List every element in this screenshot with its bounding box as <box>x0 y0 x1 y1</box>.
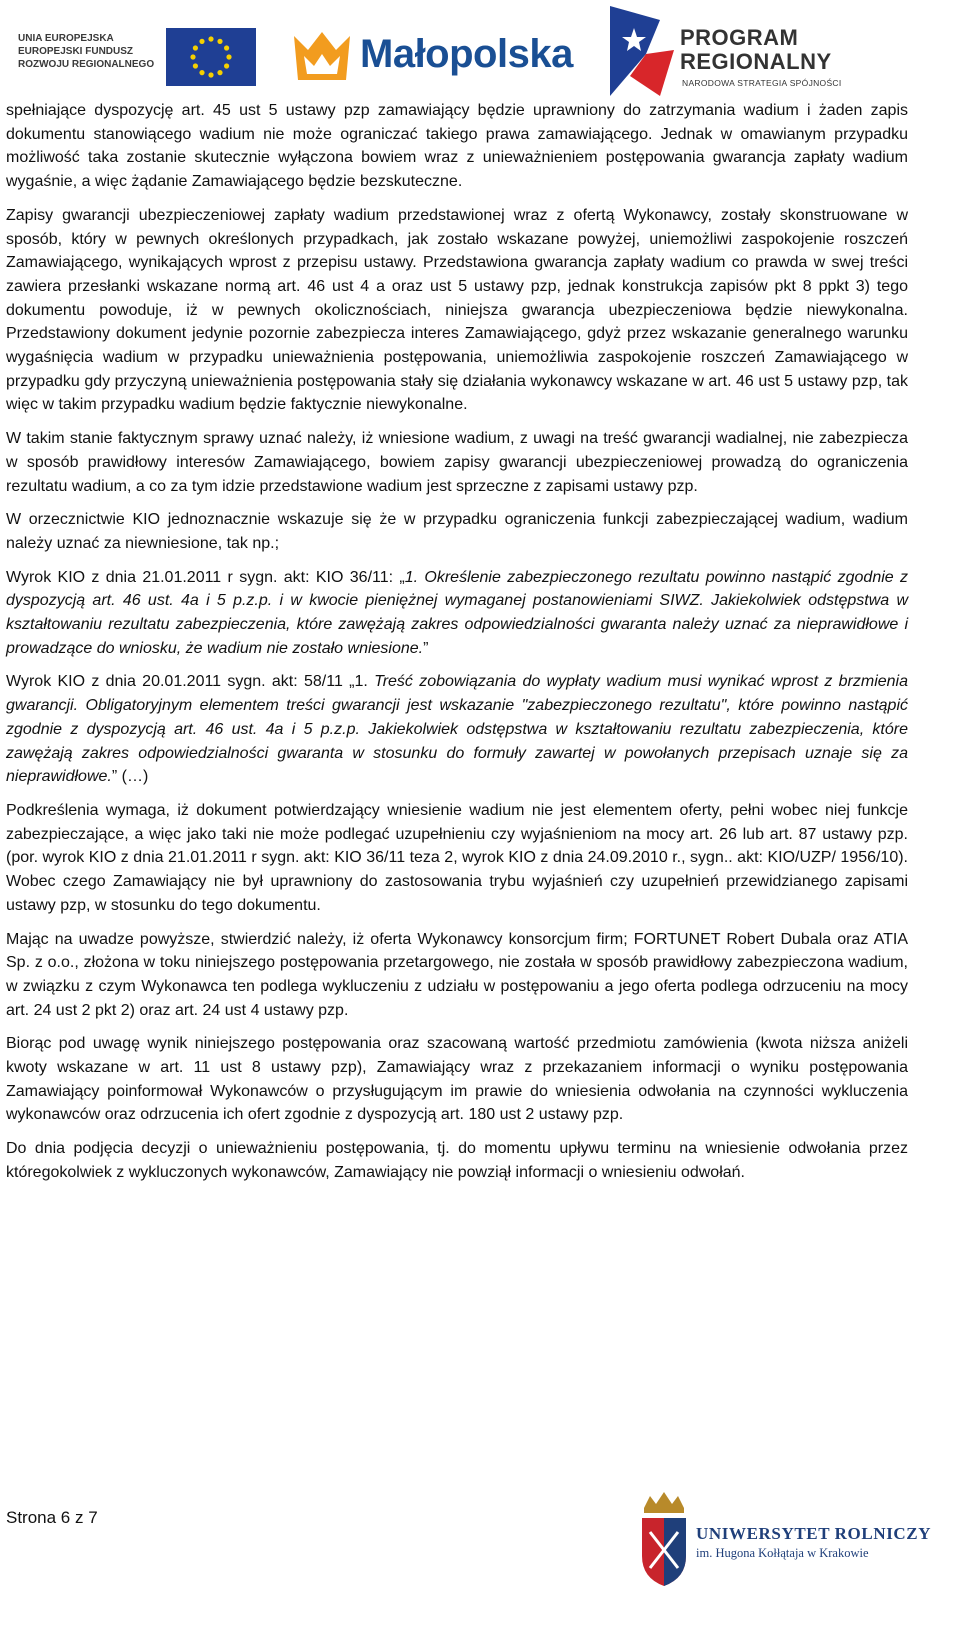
program-logo-line1: PROGRAM <box>680 25 799 50</box>
page-header <box>0 0 960 100</box>
ruling-quote-2 <box>6 670 908 789</box>
ruling-2-citation: Wyrok KIO z dnia 20.01.2011 sygn. akt: 58/11 „1. <box>6 673 375 691</box>
paragraph-8: Mając na uwadze powyższe, stwierdzić należy, iż oferta Wykonawcy konsorcjum firm; FORTUNET Robert Dubala oraz ATIA Sp. z o.o., złożona w toku niniejszego postępowania przetargowego, nie została w sposób prawidłowy zabezpieczona wadium, w związku z czym Wykonawca ten podlega wykluczeniu z udziału w postępowaniu a jego oferta podlega odrzuceniu na mocy art. 24 ust 2 pkt 2) oraz art. 24 ust 4 ustawy pzp. <box>6 930 908 1019</box>
malopolska-logo-text: Małopolska <box>360 32 573 76</box>
program-logo-line2: REGIONALNY <box>680 49 832 74</box>
eu-logo-line2: EUROPEJSKI FUNDUSZ <box>18 46 134 57</box>
paragraph-9: Biorąc pod uwagę wynik niniejszego postępowania oraz szacowaną wartość przedmiotu zamówienia (kwota niższa aniżeli kwoty wskazane w art. 11 ust 8 ustawy pzp), Zamawiający wraz z przekazaniem informacji o wyniku postępowania Zamawiający poinformował Wykonawców o przysługującym im prawie do wniesienia odwołania na czynności wykluczenia wykonawców oraz odrzucenia ich ofert zgodnie z dyspozycją art. 180 ust 2 ustawy pzp. <box>6 1035 908 1124</box>
malopolska-crown-icon <box>290 26 354 86</box>
eu-flag-icon <box>166 28 256 86</box>
ruling-1-citation: Wyrok KIO z dnia 21.01.2011 r sygn. akt: KIO 36/11: „ <box>6 568 405 586</box>
paragraph-7: Podkreślenia wymaga, iż dokument potwierdzający wniesienie wadium nie jest elementem oferty, pełni wobec niej funkcje zabezpieczające, a więc jako taki nie może podlegać uzupełnieniu czy wyjaśnieniom na mocy art. 26 lub art. 87 ustawy pzp. (por. wyrok KIO z dnia 21.01.2011 r sygn. akt: KIO 36/11 teza 2, wyrok KIO z dnia 24.09.2010 r., sygn.. akt: KIO/UZP/ 1956/10). Wobec czego Zamawiający nie był uprawniony do zastosowania trybu wyjaśnień czy uzupełnień przewidzianego zapisami ustawy pzp, w stosunku do tego dokumentu. <box>6 801 908 914</box>
eu-logo-line1: UNIA EUROPEJSKA <box>18 33 114 44</box>
page-number: Strona 6 z 7 <box>6 1508 98 1527</box>
program-regionalny-logo <box>610 6 910 98</box>
ruling-2-text: Treść zobowiązania do wypłaty wadium musi wynikać wprost z brzmienia gwarancji. Obligatoryjnym elementem treści gwarancji jest wskazanie "zabezpieczonego rezultatu", które powinno nastąpić zgodnie z dyspozycją art. 46 ust. 4a i 5 p.z.p. Jakiekolwiek odstępstwa w kształtowaniu rezultatu zabezpieczenia, które zawężają zakres odpowiedzialności gwaranta w stosunku do formuły zawartej w powołanych przepisach uznaje się za nieprawidłowe. <box>6 673 908 786</box>
program-logo-subtitle: NARODOWA STRATEGIA SPÓJNOŚCI <box>682 78 842 88</box>
paragraph-1: spełniające dyspozycję art. 45 ust 5 ustawy pzp zamawiający będzie uprawniony do zatrzymania wadium i żaden zapis dokumentu stanowiącego wadium nie może ograniczać takiego prawa zamawiającego. Jednak w omawianym przypadku możliwość taka zostanie skutecznie wyłączona bowiem wraz z unieważnieniem postępowania gwarancja zapłaty wadium wygaśnie, a więc żądanie Zamawiającego będzie bezskuteczne. <box>6 102 908 191</box>
university-crest-icon <box>638 1488 690 1588</box>
ruling-1-close: ” <box>423 639 429 657</box>
paragraph-3: W takim stanie faktycznym sprawy uznać należy, iż wniesione wadium, z uwagi na treść gwarancji wadialnej, nie zabezpiecza w sposób prawidłowy interesów Zamawiającego, bowiem zapisy gwarancji ubezpieczeniowej prowadzą do ograniczenia rezultatu wadium, a co za tym idzie przedstawione wadium jest sprzeczne z zapisami ustawy pzp. <box>6 430 908 495</box>
paragraph-2: Zapisy gwarancji ubezpieczeniowej zapłaty wadium przedstawionej wraz z ofertą Wykonawcy, zostały skonstruowane w sposób, który w pewnych określonych przypadkach, jak zostało wskazane powyżej, uniemożliwi zaspokojenie roszczeń Zamawiającego, wynikających wprost z przepisu ustawy. Przedstawiona gwarancja zapłaty wadium co prawda w swej treści zawiera przesłanki wskazane normą art. 46 ust 4 a oraz ust 5 ustawy pzp, jednak konstrukcja zapisów pkt 8 ppkt 3) tego dokumentu powoduje, iż w pewnych okolicznościach, niniejsza gwarancja ubezpieczeniowa będzie niewykonalna. Przedstawiony dokument jedynie pozornie zabezpiecza interes Zamawiającego, gdyż przez wskazanie generalnego warunku wygaśnięcia wadium w przypadku unieważnienia postępowania, uniemożliwia zaspokojenie roszczeń Zamawiającego w przypadku gdy przyczyną unieważnienia postępowania stały się działania wykonawcy wskazane w art. 46 ust 5 ustawy pzp, tak więc w takim przypadku wadium będzie faktycznie niewykonalne. <box>6 206 908 414</box>
university-logo <box>638 1488 932 1598</box>
eu-logo-text <box>18 32 158 71</box>
document-body <box>6 99 908 1185</box>
eu-logo <box>18 28 258 84</box>
ruling-1-text: 1. Określenie zabezpieczonego rezultatu powinno nastąpić zgodnie z dyspozycją art. 46 ust. 4a i 5 p.z.p. i w kwocie pieniężnej wymaganej postanowieniami SIWZ. Jakiekolwiek odstępstwa w kształtowaniu rezultatu zabezpieczenia, które zawężają zakres odpowiedzialności gwaranta należy uznać za nieprawidłowe i prowadzące do wniosku, że wadium nie zostało wniesione. <box>6 568 909 657</box>
university-name: UNIWERSYTET ROLNICZY <box>696 1524 932 1543</box>
star-flag-icon <box>610 6 674 96</box>
paragraph-10: Do dnia podjęcia decyzji o unieważnieniu postępowania, tj. do momentu upływu terminu na wniesienie odwołania przez któregokolwiek z wykluczonych wykonawców, Zamawiający nie powziął informacji o wniesieniu odwołań. <box>6 1140 908 1181</box>
program-logo-title <box>680 26 832 74</box>
university-subtitle: im. Hugona Kołłątaja w Krakowie <box>696 1546 869 1560</box>
ruling-quote-1 <box>6 566 908 661</box>
ruling-2-close: ” (…) <box>111 768 149 786</box>
paragraph-4: W orzecznictwie KIO jednoznacznie wskazuje się że w przypadku ograniczenia funkcji zabezpieczającej wadium, wadium należy uznać za niewniesione, tak np.; <box>6 511 908 552</box>
malopolska-logo <box>290 20 580 92</box>
eu-logo-line3: ROZWOJU REGIONALNEGO <box>18 59 155 70</box>
